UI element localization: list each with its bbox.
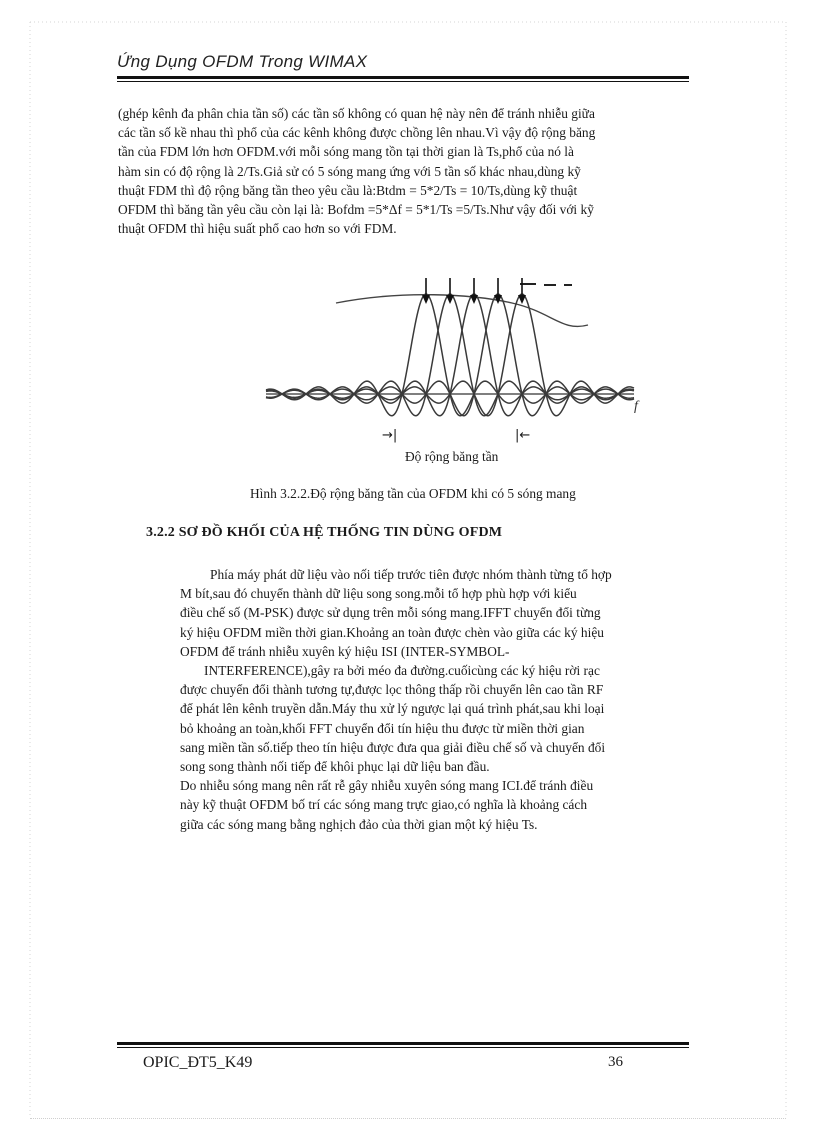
text-line: sang miền tần số.tiếp theo tín hiệu được đưa qua giải điều chế số và chuyển đổi — [180, 739, 606, 755]
text-line: để phát lên kênh truyền dẫn.Máy thu xử lý ngược lại quá trình phát,sau khi loại — [180, 701, 605, 717]
text-line: OFDM thì băng tần yêu cầu còn lại là: Bofdm =5*Δf = 5*1/Ts =5/Ts.Như vậy đối với kỹ — [118, 202, 594, 218]
bandwidth-left-marker: →| — [382, 428, 398, 443]
carrier-arrow-head — [446, 295, 454, 304]
bottom-dotted-edge — [30, 1118, 786, 1119]
section-title: 3.2.2 SƠ ĐỒ KHỐI CỦA HỆ THỐNG TIN DÙNG OFDM — [146, 525, 503, 540]
text-line: M bít,sau đó chuyển thành dữ liệu song song.mỗi tổ hợp phù hợp với kiểu — [180, 586, 577, 602]
ofdm-spectrum-figure — [262, 270, 652, 430]
text-line: các tần số kề nhau thì phổ của các kênh không được chồng lên nhau.Vì vậy độ rộng băng — [118, 125, 596, 141]
carrier-arrow-head — [518, 295, 526, 304]
footer-left-text: OPIC_ĐT5_K49 — [143, 1054, 253, 1071]
page-header-title: Ứng Dụng OFDM Trong WIMAX — [117, 52, 368, 71]
text-line: (ghép kênh đa phân chia tần số) các tần số không có quan hệ này nên để tránh nhiễu giữa — [118, 106, 595, 121]
text-line: OFDM để tránh nhiễu xuyên ký hiệu ISI (INTER-SYMBOL- — [180, 643, 510, 659]
text-line: tần của FDM lớn hơn OFDM.với mỗi sóng mang tồn tại thời gian là Ts,phổ của nó là — [118, 144, 574, 160]
subcarrier-curves — [266, 294, 634, 416]
text-line: thuật OFDM thì hiệu suất phổ cao hơn so với FDM. — [118, 221, 397, 237]
text-line: được chuyển đổi thành tương tự,được lọc thông thấp rồi chuyển lên cao tần RF — [180, 682, 604, 698]
text-line: ký hiệu OFDM miền thời gian.Khoảng an toàn được chèn vào giữa các ký hiệu — [180, 624, 604, 640]
text-line: song song thành nối tiếp để khôi phục lại dữ liệu ban đầu. — [180, 759, 490, 775]
bandwidth-right-marker: |← — [515, 428, 531, 443]
text-line: INTERFERENCE),gây ra bởi méo đa đường.cuốicùng các ký hiệu rời rạc — [204, 663, 600, 679]
text-line: thuật FDM thì độ rộng băng tần theo yêu cầu là:Btdm = 5*2/Ts = 10/Ts,dùng kỹ thuật — [118, 182, 578, 198]
text-line: này kỹ thuật OFDM bố trí các sóng mang trực giao,có nghĩa là khoảng cách — [180, 797, 588, 813]
text-line: giữa các sóng mang bằng nghịch đảo của thời gian một ký hiệu Ts. — [180, 816, 538, 832]
text-line: bỏ khoảng an toàn,khối FFT chuyển đổi tín hiệu thu được từ miền thời gian — [180, 720, 585, 736]
fdm-envelope-curve — [336, 295, 588, 327]
frequency-axis-label: f — [634, 399, 638, 414]
section-paragraph — [180, 565, 700, 834]
page-number: 36 — [608, 1054, 623, 1070]
text-line: hàm sin có độ rộng là 2/Ts.Giả sử có 5 sóng mang ứng với 5 tần số khác nhau,dùng kỹ — [118, 163, 581, 179]
subcarrier-arrows — [422, 278, 526, 304]
header-rule-thin — [117, 81, 689, 82]
footer-rule-thin — [117, 1047, 689, 1048]
text-line: điều chế số (M-PSK) được sử dụng trên mỗi sóng mang.IFFT chuyển đổi từng — [180, 605, 601, 621]
bandwidth-label: Độ rộng băng tần — [405, 449, 499, 464]
header-rule-thick — [117, 76, 689, 79]
carrier-arrow-head — [470, 295, 478, 304]
text-line: Phía máy phát dữ liệu vào nối tiếp trước tiên được nhóm thành từng tổ hợp — [210, 567, 612, 582]
footer-rule-thick — [117, 1042, 689, 1045]
intro-paragraph — [118, 104, 693, 238]
figure-caption: Hình 3.2.2.Độ rộng băng tần của OFDM khi có 5 sóng mang — [250, 486, 576, 501]
carrier-arrow-head — [422, 295, 430, 304]
subcarrier-sinc-curve — [266, 294, 634, 416]
text-line: Do nhiễu sóng mang nên rất rễ gây nhiễu xuyên sóng mang ICI.để tránh điều — [180, 778, 594, 794]
